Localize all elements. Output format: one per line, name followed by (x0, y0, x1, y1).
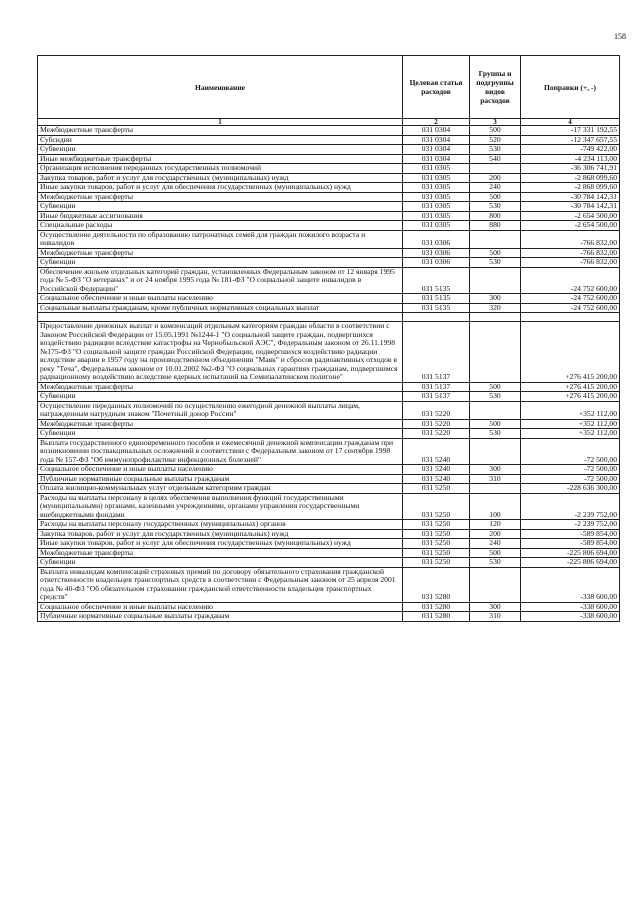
row-name: Социальное обеспечение и иные выплаты населению (38, 294, 403, 304)
row-target-article: 031 5220 (403, 419, 470, 429)
table-row (38, 322, 620, 383)
row-amendment: -766 832,00 (521, 258, 620, 268)
table-row (38, 192, 620, 202)
row-target-article: 031 5250 (403, 493, 470, 520)
row-name: Субвенции (38, 202, 403, 212)
row-expense-type: 120 (470, 520, 521, 530)
row-expense-type: 200 (470, 529, 521, 539)
table-row (38, 267, 620, 294)
row-target-article: 031 5250 (403, 539, 470, 549)
row-expense-type: 800 (470, 211, 521, 221)
table-row (38, 230, 620, 248)
table-row (38, 401, 620, 419)
row-amendment (521, 313, 620, 322)
row-amendment: -72 500,00 (521, 474, 620, 484)
row-target-article: 031 5250 (403, 548, 470, 558)
table-row (38, 520, 620, 530)
col-number: 3 (470, 119, 521, 126)
row-name: Иные закупки товаров, работ и услуг для обеспечения государственных (муниципальных) нужд (38, 183, 403, 193)
row-expense-type: 240 (470, 183, 521, 193)
row-amendment: -2 654 500,00 (521, 211, 620, 221)
table-row (38, 202, 620, 212)
row-name: Выплата государственного единовременного пособия и ежемесячной денежной компенсации гражданам при возникновении поствакцинальных осложнений в соответствии с Федеральным законом от 17 сентября 1998 года № 157-ФЗ "Об иммунопрофилактике инфекционных болезней" (38, 438, 403, 465)
row-expense-type (470, 313, 521, 322)
row-name: Расходы на выплаты персоналу государственных (муниципальных) органов (38, 520, 403, 530)
row-amendment: -766 832,00 (521, 230, 620, 248)
row-amendment: +352 112,00 (521, 429, 620, 439)
row-target-article: 031 5250 (403, 484, 470, 494)
row-name: Субвенции (38, 429, 403, 439)
header-row (38, 56, 620, 119)
row-name: Иные закупки товаров, работ и услуг для обеспечения государственных (муниципальных) нужд (38, 539, 403, 549)
row-name: Выплата инвалидам компенсаций страховых премий по договору обязательного страхования гражданской ответственности владельцев транспортных средств в соответствии с Федеральным законом от 25 апреля 2001 года № 40-ФЗ "Об обязательном страховании гражданской ответственности владельцев транспортных средств" (38, 567, 403, 602)
row-expense-type: 500 (470, 419, 521, 429)
row-expense-type (470, 567, 521, 602)
col-number: 1 (38, 119, 403, 126)
row-amendment: -589 854,00 (521, 539, 620, 549)
row-expense-type: 240 (470, 539, 521, 549)
row-amendment: -30 784 142,31 (521, 192, 620, 202)
table-body (38, 126, 620, 622)
row-target-article: 031 0305 (403, 202, 470, 212)
row-expense-type: 500 (470, 548, 521, 558)
row-name: Публичные нормативные социальные выплаты гражданам (38, 474, 403, 484)
row-amendment: -766 832,00 (521, 248, 620, 258)
row-target-article: 031 5240 (403, 474, 470, 484)
page-number: 158 (614, 32, 626, 41)
table-row (38, 221, 620, 231)
row-expense-type: 300 (470, 465, 521, 475)
table-row (38, 558, 620, 568)
row-expense-type: 530 (470, 558, 521, 568)
row-name: Социальное обеспечение и иные выплаты населению (38, 602, 403, 612)
row-target-article: 031 5220 (403, 429, 470, 439)
row-name: Осуществление деятельности по образованию патронатных семей для граждан пожилого возраста и инвалидов (38, 230, 403, 248)
table-row (38, 438, 620, 465)
row-name: Организация исполнения переданных государственных полномочий (38, 164, 403, 174)
row-amendment: -225 806 694,00 (521, 558, 620, 568)
row-expense-type: 520 (470, 135, 521, 145)
row-expense-type: 500 (470, 248, 521, 258)
row-name: Межбюджетные трансферты (38, 192, 403, 202)
table-row (38, 429, 620, 439)
row-expense-type: 310 (470, 474, 521, 484)
row-target-article: 031 0304 (403, 126, 470, 136)
row-target-article (403, 313, 470, 322)
row-amendment: -228 636 300,00 (521, 484, 620, 494)
row-expense-type (470, 322, 521, 383)
row-expense-type (470, 230, 521, 248)
row-amendment: -2 239 752,00 (521, 493, 620, 520)
row-target-article: 031 0305 (403, 192, 470, 202)
table-row (38, 493, 620, 520)
row-amendment: -12 347 657,55 (521, 135, 620, 145)
row-name: Субвенции (38, 558, 403, 568)
table-row (38, 419, 620, 429)
row-expense-type (470, 267, 521, 294)
row-expense-type: 320 (470, 303, 521, 313)
row-amendment: -36 306 741,91 (521, 164, 620, 174)
row-amendment: -30 784 142,31 (521, 202, 620, 212)
table-row (38, 211, 620, 221)
row-expense-type: 530 (470, 392, 521, 402)
row-expense-type: 530 (470, 202, 521, 212)
row-name: Межбюджетные трансферты (38, 126, 403, 136)
row-target-article: 031 0305 (403, 173, 470, 183)
table-row (38, 145, 620, 155)
row-target-article: 031 5280 (403, 612, 470, 622)
table-row (38, 248, 620, 258)
table-row (38, 382, 620, 392)
row-expense-type: 100 (470, 493, 521, 520)
row-amendment: -24 752 600,00 (521, 294, 620, 304)
row-name: Субвенции (38, 145, 403, 155)
row-target-article: 031 5250 (403, 558, 470, 568)
row-amendment: +276 415 200,00 (521, 382, 620, 392)
row-amendment: -2 239 752,00 (521, 520, 620, 530)
table-row (38, 612, 620, 622)
row-amendment: -24 752 600,00 (521, 303, 620, 313)
row-target-article: 031 0305 (403, 211, 470, 221)
row-expense-type (470, 401, 521, 419)
table-row (38, 303, 620, 313)
row-target-article: 031 5135 (403, 267, 470, 294)
table-row (38, 258, 620, 268)
col-header-amendments: Поправки (+, -) (521, 56, 620, 119)
row-name: Социальные выплаты гражданам, кроме публичных нормативных социальных выплат (38, 303, 403, 313)
row-amendment: -24 752 600,00 (521, 267, 620, 294)
row-name: Межбюджетные трансферты (38, 548, 403, 558)
table-row (38, 135, 620, 145)
row-name: Субвенции (38, 258, 403, 268)
row-expense-type: 300 (470, 294, 521, 304)
row-expense-type: 530 (470, 258, 521, 268)
row-name: Межбюджетные трансферты (38, 248, 403, 258)
row-expense-type: 200 (470, 173, 521, 183)
table-row (38, 294, 620, 304)
row-name: Обеспечение жильем отдельных категорий граждан, установленных Федеральным законом от 12 января 1995 года № 5-ФЗ "О ветеранах" и от 24 ноября 1995 года № 181-ФЗ "О социальной защите инвалидов в Российской Федерации" (38, 267, 403, 294)
row-target-article: 031 5137 (403, 392, 470, 402)
row-target-article: 031 0306 (403, 230, 470, 248)
row-name: Оплата жилищно-коммунальных услуг отдельным категориям граждан (38, 484, 403, 494)
row-amendment: -338 600,00 (521, 612, 620, 622)
row-target-article: 031 5250 (403, 529, 470, 539)
row-target-article: 031 0304 (403, 145, 470, 155)
row-name: Закупка товаров, работ и услуг для государственных (муниципальных) нужд (38, 529, 403, 539)
row-name: Расходы на выплаты персоналу в целях обеспечения выполнения функций государственными (муниципальными) органами, казенными учреждениями, органами управления государственными внебюджетными фондами (38, 493, 403, 520)
row-target-article: 031 5240 (403, 465, 470, 475)
row-expense-type: 530 (470, 429, 521, 439)
row-expense-type: 530 (470, 145, 521, 155)
table-row (38, 392, 620, 402)
row-target-article: 031 5240 (403, 438, 470, 465)
row-name: Иные бюджетные ассигнования (38, 211, 403, 221)
row-target-article: 031 0305 (403, 164, 470, 174)
row-amendment: -2 868 099,60 (521, 183, 620, 193)
row-amendment: -749 422,00 (521, 145, 620, 155)
row-target-article: 031 0304 (403, 154, 470, 164)
row-name: Публичные нормативные социальные выплаты гражданам (38, 612, 403, 622)
row-expense-type: 880 (470, 221, 521, 231)
table-row (38, 539, 620, 549)
row-expense-type: 310 (470, 612, 521, 622)
col-header-expense-groups: Группы и подгруппы видов расходов (470, 56, 521, 119)
row-target-article: 031 5280 (403, 602, 470, 612)
row-amendment: +352 112,00 (521, 401, 620, 419)
row-expense-type (470, 164, 521, 174)
table-row (38, 183, 620, 193)
row-name: Иные межбюджетные трансферты (38, 154, 403, 164)
row-name: Закупка товаров, работ и услуг для государственных (муниципальных) нужд (38, 173, 403, 183)
row-target-article: 031 5135 (403, 303, 470, 313)
row-amendment: -589 854,00 (521, 529, 620, 539)
col-number: 4 (521, 119, 620, 126)
row-expense-type: 540 (470, 154, 521, 164)
budget-amendments-table (37, 55, 620, 622)
row-name: Межбюджетные трансферты (38, 382, 403, 392)
row-name: Субсидии (38, 135, 403, 145)
row-target-article: 031 5137 (403, 322, 470, 383)
col-number: 2 (403, 119, 470, 126)
row-target-article: 031 0306 (403, 248, 470, 258)
row-amendment: -338 600,00 (521, 567, 620, 602)
row-target-article: 031 5135 (403, 294, 470, 304)
row-amendment: -338 600,00 (521, 602, 620, 612)
row-name: Специальные расходы (38, 221, 403, 231)
row-expense-type: 300 (470, 602, 521, 612)
row-amendment: -72 500,00 (521, 438, 620, 465)
row-amendment: -225 806 694,00 (521, 548, 620, 558)
table-row (38, 548, 620, 558)
row-name: Субвенции (38, 392, 403, 402)
row-target-article: 031 5137 (403, 382, 470, 392)
row-amendment: +276 415 200,00 (521, 392, 620, 402)
row-expense-type: 500 (470, 192, 521, 202)
row-amendment: -2 654 500,00 (521, 221, 620, 231)
row-target-article: 031 5250 (403, 520, 470, 530)
table-row (38, 465, 620, 475)
row-amendment: -2 868 099,60 (521, 173, 620, 183)
row-target-article: 031 5280 (403, 567, 470, 602)
row-amendment: +352 112,00 (521, 419, 620, 429)
row-name: Предоставление денежных выплат и компенсаций отдельным категориям граждан области в соответствии с Законом Российской Федерации от 15.05.1991 №1244-1 "О социальной защите граждан, подвергшихся воздействию радиации вследствие катастрофы на Чернобыльской АЭС", Федеральным законом от 26.11.1998 №175-ФЗ "О социальной защите граждан Российской Федерации, подвергшихся воздействию радиации вследствие аварии в 1957 году на производственном объединении "Маяк" и сбросов радиоактивных отходов в реку "Теча", Федеральным законом от 10.01.2002 №2-ФЗ "О социальных гарантиях гражданам, подвергшимся радиационному воздействию вследствие ядерных испытаний на Семипалатинском полигоне" (38, 322, 403, 383)
row-target-article: 031 5220 (403, 401, 470, 419)
row-target-article: 031 0305 (403, 221, 470, 231)
table-row (38, 567, 620, 602)
row-amendment: -4 234 113,00 (521, 154, 620, 164)
row-target-article: 031 0304 (403, 135, 470, 145)
row-name: Осуществление переданных полномочий по осуществлению ежегодной денежной выплаты лицам, награжденным нагрудным знаком "Почетный донор России" (38, 401, 403, 419)
row-name: Межбюджетные трансферты (38, 419, 403, 429)
table-row (38, 164, 620, 174)
row-name: Социальное обеспечение и иные выплаты населению (38, 465, 403, 475)
row-amendment: -17 331 192,55 (521, 126, 620, 136)
row-expense-type (470, 438, 521, 465)
row-expense-type: 500 (470, 382, 521, 392)
col-header-target-article: Целевая статья расходов (403, 56, 470, 119)
row-expense-type (470, 484, 521, 494)
table-row (38, 126, 620, 136)
col-header-name: Наименование (38, 56, 403, 119)
row-amendment: -72 500,00 (521, 465, 620, 475)
row-expense-type: 500 (470, 126, 521, 136)
row-target-article: 031 0306 (403, 258, 470, 268)
table-row (38, 484, 620, 494)
row-amendment: +276 415 200,00 (521, 322, 620, 383)
row-target-article: 031 0305 (403, 183, 470, 193)
